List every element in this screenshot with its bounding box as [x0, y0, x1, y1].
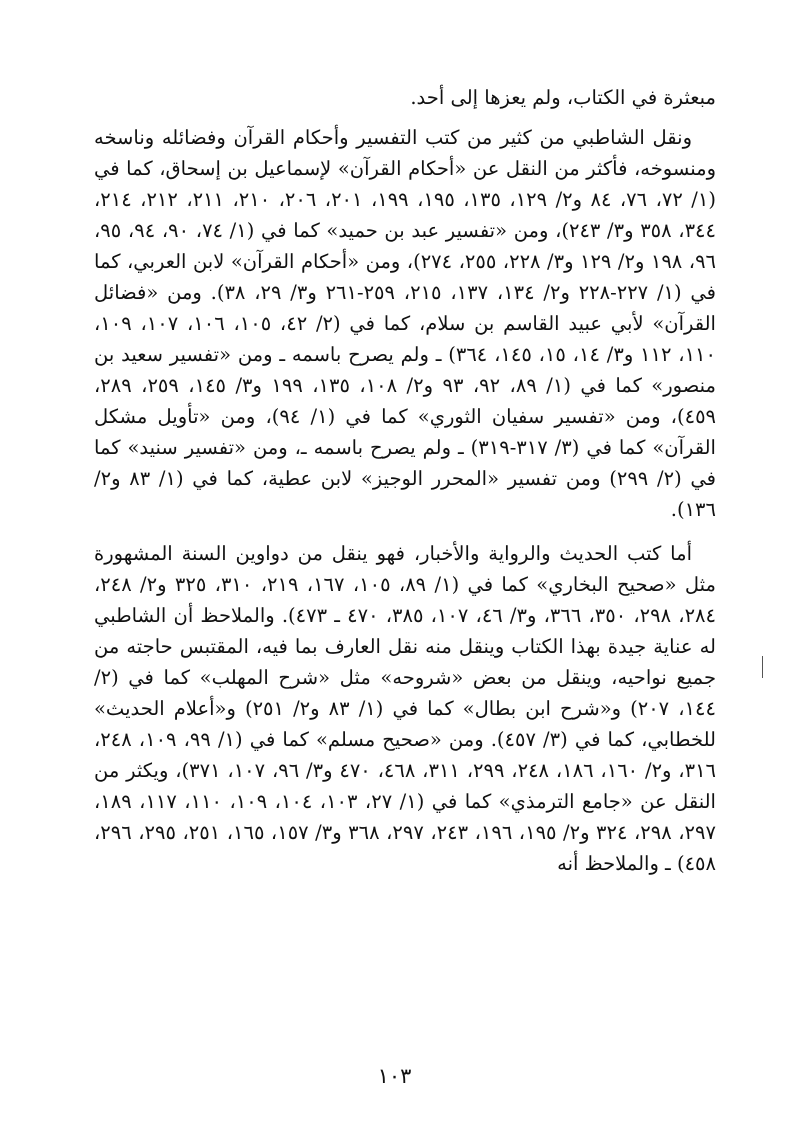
page-body: [94, 82, 716, 879]
paragraph-hadith-sources: أما كتب الحديث والرواية والأخبار، فهو ينقل من دواوين السنة المشهورة مثل «صحيح البخاري» كما في (١/ ٨٩، ١٠٥، ١٦٧، ٢١٩، ٣١٠، ٣٢٥ و٢/ ٢٤٨، ٢٨٤، ٢٩٨، ٣٥٠، ٣٦٦، و٣/ ٤٦، ١٠٧، ٣٨٥، ٤٧٠ ـ ٤٧٣). والملاحظ أن الشاطبي له عناية جيدة بهذا الكتاب وينقل منه نقل العارف بما فيه، المقتبس حاجته من جميع نواحيه، وينقل من بعض «شروحه» مثل «شرح المهلب» كما في (٢/ ١٤٤، ٢٠٧) و«شرح ابن بطال» كما في (١/ ٨٣ و٢/ ٢٥١) و«أعلام الحديث» للخطابي، كما في (٣/ ٤٥٧). ومن «صحيح مسلم» كما في (١/ ٩٩، ١٠٩، ٢٤٨، ٣١٦، و٢/ ١٦٠، ١٨٦، ٢٤٨، ٢٩٩، ٣١١، ٤٦٨، ٤٧٠ و٣/ ٩٦، ١٠٧، ٣٧١)، ويكثر من النقل عن «جامع الترمذي» كما في (١/ ٢٧، ١٠٣، ١٠٤، ١٠٩، ١١٠، ١١٧، ١٨٩، ٢٩٧، ٢٩٨، ٣٢٤ و٢/ ١٩٥، ١٩٦، ٢٤٣، ٢٩٧، ٣٦٨ و٣/ ١٥٧، ١٦٥، ٢٥١، ٢٩٥، ٢٩٦، ٤٥٨) ـ والملاحظ أنه: [94, 542, 717, 875]
page-number: ١٠٣: [377, 1064, 412, 1088]
margin-mark: [762, 656, 763, 678]
paragraph-continuation: مبعثرة في الكتاب، ولم يعزها إلى أحد.: [410, 86, 716, 109]
paragraph-tafsir-sources: ونقل الشاطبي من كثير من كتب التفسير وأحكام القرآن وفضائله وناسخه ومنسوخه، فأكثر من النقل عن «أحكام القرآن» لإسماعيل بن إسحاق، كما في (١/ ٧٢، ٧٦، ٨٤ و٢/ ١٢٩، ١٣٥، ١٩٥، ١٩٩، ٢٠١، ٢٠٦، ٢١٠، ٢١١، ٢١٢، ٢١٤، ٣٤٤، ٣٥٨ و٣/ ٢٤٣)، ومن «تفسير عبد بن حميد» كما في (١/ ٧٤، ٩٠، ٩٤، ٩٥، ٩٦، ١٩٨ و٢/ ١٢٩ و٣/ ٢٢٨، ٢٥٥، ٢٧٤)، ومن «أحكام القرآن» لابن العربي، كما في (١/ ٢٢٧-٢٢٨ و٢/ ١٣٤، ١٣٧، ٢١٥، ٢٥٩-٢٦١ و٣/ ٢٩، ٣٨). ومن «فضائل القرآن» لأبي عبيد القاسم بن سلام، كما في (٢/ ٤٢، ١٠٥، ١٠٦، ١٠٧، ١٠٩، ١١٠، ١١٢ و٣/ ١٤، ١٥، ١٤٥، ٣٦٤) ـ ولم يصرح باسمه ـ ومن «تفسير سعيد بن منصور» كما في (١/ ٨٩، ٩٢، ٩٣ و٢/ ١٠٨، ١٣٥، ١٩٩ و٣/ ١٤٥، ٢٥٩، ٢٨٩، ٤٥٩)، ومن «تفسير سفيان الثوري» كما في (١/ ٩٤)، ومن «تأويل مشكل القرآن» كما في (٣/ ٣١٧-٣١٩) ـ ولم يصرح باسمه ـ، ومن «تفسير سنيد» كما في (٢/ ٢٩٩) ومن تفسير «المحرر الوجيز» لابن عطية، كما في (١/ ٨٣ و٢/ ١٣٦).: [94, 126, 717, 521]
